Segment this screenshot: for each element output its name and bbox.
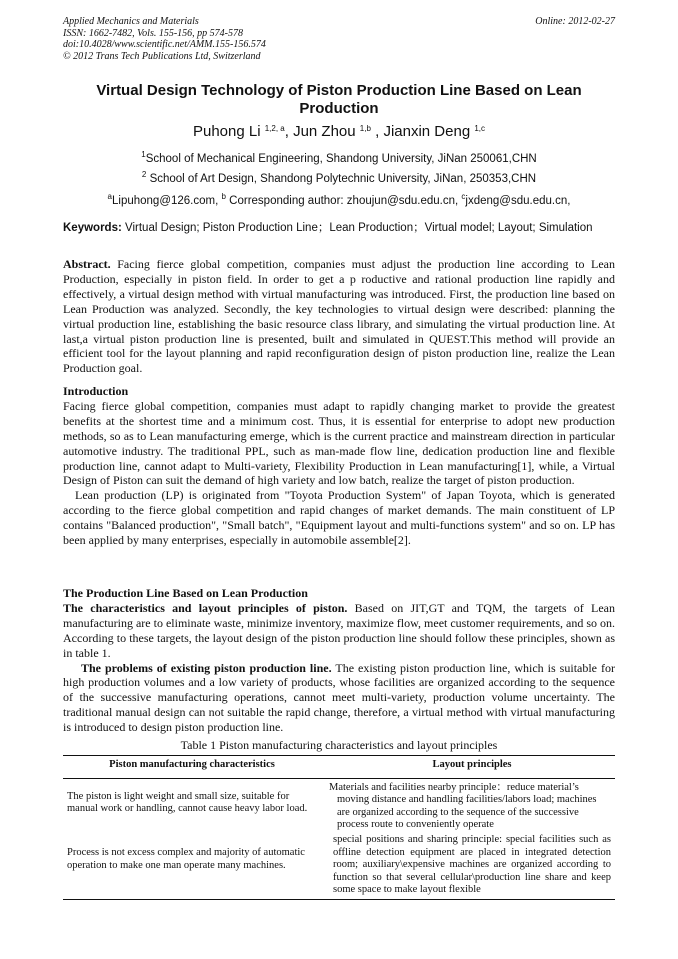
table-caption: Table 1 Piston manufacturing characteristics and layout principles xyxy=(180,738,498,752)
affiliation-2: $^2$ School of Art Design, Shandong Polytechnic University, JiNan, 250353,CHN xyxy=(141,170,537,185)
table-cell: The piston is light weight and small size, suitable for manual work or handling, cannot cause heavy labor load. xyxy=(67,790,308,815)
table-cell: special positions and sharing principle: special facilities such as offline detection equipment are placed in integrated detection room; auxiliary\expensive machines are organized according to function so that several cellular\production line share and keep some space to make layout flexible xyxy=(329,832,615,899)
table-cell: Materials and facilities nearby principle：reduce material’s moving distance and handling facilities/labors load; machines are organized according to the sequence of the successive process route to conveniently operate xyxy=(329,781,597,831)
section2-paragraph-2: The existing piston production line, which is suitable for high production volumes and a low variety of products, whose facilities are organized according to the sequence of the successive manufacturing operations, cannot meet multi-variety, production volume uncertainty. The traditional manual design can not suitable the rapid change, therefore, a virtual method with virtual manufacturing is introduced to design piston production line. xyxy=(63,660,615,735)
keywords-text: Virtual Design; Piston Production Line；Lean Production；Virtual model; Layout; Simulation xyxy=(125,222,593,234)
keywords-label: Keywords: xyxy=(63,222,122,234)
introduction-paragraph-1: Facing fierce global competition, companies must adapt to rapidly changing market to provide the greatest benefits at the shortest time and a minimum cost. Thus, it is essential for enterprise to adopt new production methods, so as to Lean manufacturing emerge, which is the current practice and mainstream direction in particular automotive industry. The traditional PPL, such as man-made flow line, dedication production line and flexible production line, cannot adapt to Multi-variety, Flexibility Production in Lean manufacturing[1], while, a Virtual Design of Piston can suit the demand of high variety and low batch, realize the target of piston production. xyxy=(63,398,615,488)
author-name: Puhong Li xyxy=(192,123,261,140)
table-cell: Process is not excess complex and majority of automatic operation to make one man operate many machines. xyxy=(63,832,329,899)
email-a[interactable]: Lipuhong@126.com, xyxy=(112,195,219,207)
section2-heading: The Production Line Based on Lean Production xyxy=(63,586,308,600)
online-date: Online: 2012-02-27 xyxy=(535,16,615,27)
table-row xyxy=(63,832,615,899)
table-header-characteristics: Piston manufacturing characteristics xyxy=(63,756,329,779)
author-name: Jun Zhou xyxy=(293,123,356,140)
keywords xyxy=(63,221,615,236)
subsection-characteristics: The characteristics and layout principles of piston. xyxy=(63,600,348,615)
abstract-text: Facing fierce global competition, companies must adjust the production line according to Lean Production, especially in piston field. In order to get a p roductive and rational production line rapidly and effectively, a virtual design method with virtual manufacturing was introduced. First, the production line based on Lean Production was analyzed. Secondly, the key technologies to virtual design were described: planning the virtual production line, establishing the basic resource class library, and simulating the virtual production line. At last,a virtual piston production line is presented, built and simulated in QUEST.This method will provide an efficient tool for the layout planning and rapid reconfiguration design of piston production line, realize the Lean Production goal. xyxy=(63,257,615,376)
subsection-problems: The problems of existing piston production line. xyxy=(81,660,332,675)
introduction-section xyxy=(63,384,615,548)
introduction-paragraph-2: Lean production (LP) is originated from "Toyota Production System" of Japan Toyota, which is generated according to the fierce global competition and rapid changes of market demands. The main constituent of LP contains "Balanced production", "Small batch", "Equipment layout and multi-functions system" and so on. LP has been applied by many enterprises, especially in automobile assemble[2]. xyxy=(63,488,615,548)
doi: doi:10.4028/www.scientific.net/AMM.155-156.574 xyxy=(63,39,266,50)
copyright: © 2012 Trans Tech Publications Ltd, Switzerland xyxy=(63,50,261,62)
author-sup: 1,2, a xyxy=(264,124,285,133)
author-list: Puhong Li $^{1,2, a}$, Jun Zhou $^{1,b}$ , Jianxin Deng $^{1,c}$ xyxy=(192,123,485,140)
journal-name: Applied Mechanics and Materials xyxy=(63,16,199,27)
table-header-principles: Layout principles xyxy=(329,756,615,779)
paper-title: Virtual Design Technology of Piston Production Line Based on Lean Production xyxy=(96,82,582,117)
author-emails: $^a$Lipuhong@126.com, $^b$ Corresponding author: zhoujun@sdu.edu.cn, $^c$jxdeng@sdu.edu.cn, xyxy=(107,192,571,207)
email-b[interactable]: Corresponding author: zhoujun@sdu.edu.cn, xyxy=(229,195,459,207)
author-sup: 1,c xyxy=(474,124,485,133)
abstract-label: Abstract. xyxy=(63,257,111,271)
author-sup: 1,b xyxy=(359,124,371,133)
affiliation-1: $^1$School of Mechanical Engineering, Shandong University, JiNan 250061,CHN xyxy=(141,150,537,165)
journal-header xyxy=(63,16,615,62)
table-row xyxy=(63,778,615,832)
author-name: Jianxin Deng xyxy=(383,123,471,140)
introduction-heading: Introduction xyxy=(63,384,129,398)
abstract xyxy=(63,257,615,376)
production-line-section xyxy=(63,586,615,735)
section2-paragraph-1: Based on JIT,GT and TQM, the targets of Lean manufacturing are to eliminate waste, minimize inventory, maximize flow, meet customer requirements, and so on. According to these targets, the layout design of the piston production line should follow these principles, shown as in table 1. xyxy=(63,600,615,660)
issn: ISSN: 1662-7482, Vols. 155-156, pp 574-578 xyxy=(63,27,243,39)
email-c[interactable]: jxdeng@sdu.edu.cn, xyxy=(465,195,571,207)
characteristics-table xyxy=(63,755,615,900)
